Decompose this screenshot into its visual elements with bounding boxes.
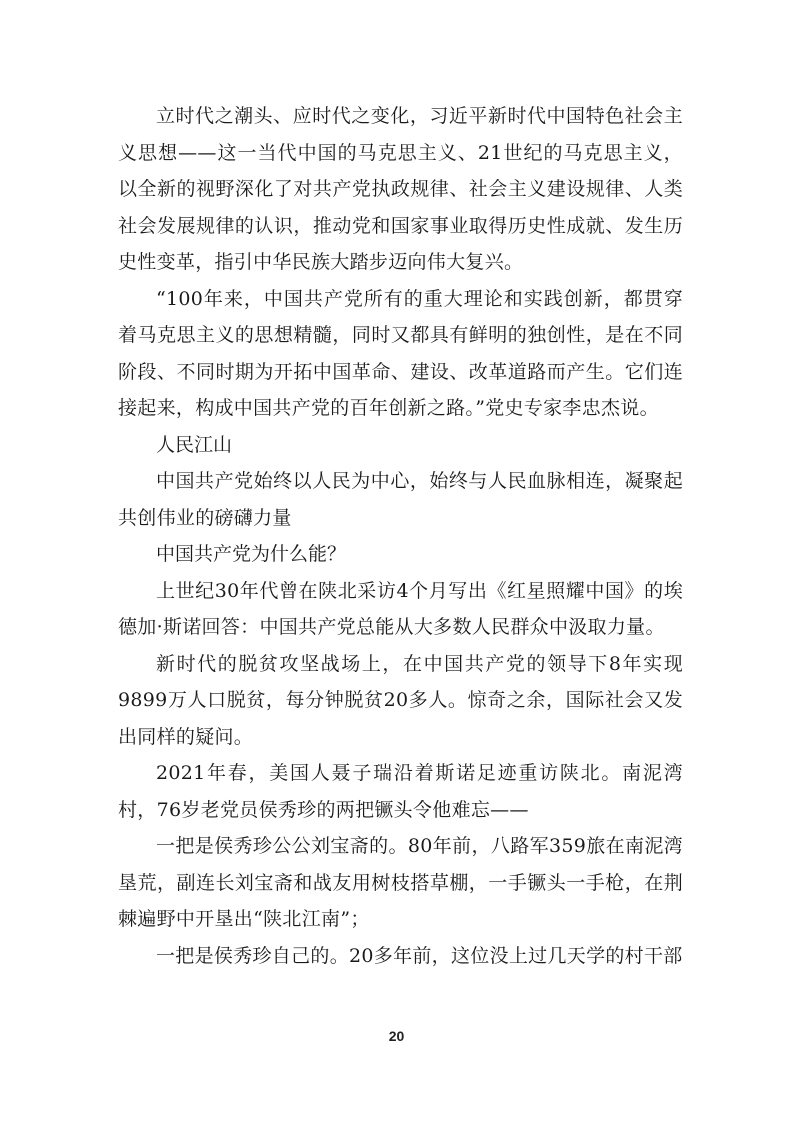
question-line: 中国共产党为什么能？ [156, 543, 347, 565]
page-number: 20 [388, 1028, 405, 1044]
section-heading: 人民江山 [156, 433, 233, 456]
paragraph: 立时代之潮头、应时代之变化，习近平新时代中国特色社会主义思想——这一当代中国的马克思主义、21世纪的马克思主义，以全新的视野深化了对共产党执政规律、社会主义建设规律、人类社会发展规律的认识，推动党和国家事业取得历史性成就、发生历史性变革，指引中华民族大踏步迈向伟大复兴。 [118, 105, 683, 273]
paragraph: “100年来，中国共产党所有的重大理论和实践创新，都贯穿着马克思主义的思想精髓，同时又都具有鲜明的独创性，是在不同阶段、不同时期为开拓中国革命、建设、改革道路而产生。它们连接起来，构成中国共产党的百年创新之路。”党史专家李忠杰说。 [118, 287, 683, 419]
paragraph: 一把是侯秀珍自己的。20多年前，这位没上过几天学的村干部 [156, 944, 683, 967]
paragraph: 新时代的脱贫攻坚战场上，在中国共产党的领导下8年实现9899万人口脱贫，每分钟脱贫20多人。惊奇之余，国际社会又发出同样的疑问。 [118, 652, 683, 748]
paragraph: 2021年春，美国人聂子瑞沿着斯诺足迹重访陕北。南泥湾村，76岁老党员侯秀珍的两把镢头令他难忘—— [118, 762, 683, 821]
paragraph: 一把是侯秀珍公公刘宝斋的。80年前，八路军359旅在南泥湾垦荒，副连长刘宝斋和战友用树枝搭草棚，一手镢头一手枪，在荆棘遍野中开垦出“陕北江南”； [118, 835, 683, 930]
document-body [118, 98, 683, 974]
paragraph: 上世纪30年代曾在陕北采访4个月写出《红星照耀中国》的埃德加·斯诺回答：中国共产党总能从大多数人民群众中汲取力量。 [118, 579, 683, 638]
section-subheading: 中国共产党始终以人民为中心，始终与人民血脉相连，凝聚起共创伟业的磅礴力量 [118, 470, 683, 529]
